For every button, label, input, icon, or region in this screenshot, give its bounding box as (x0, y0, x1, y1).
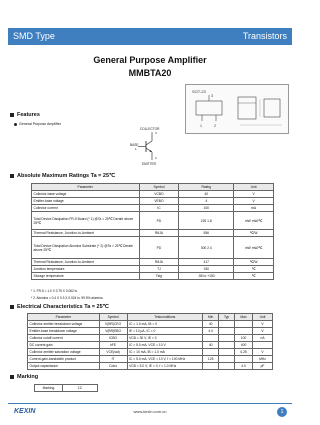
col-header: Parameter (28, 314, 100, 321)
bullet-dot-icon (14, 123, 17, 126)
cell: 556 (179, 230, 234, 237)
square-bullet-icon (10, 113, 14, 117)
cell: ℃ (234, 266, 274, 273)
header-right: Transistors (242, 31, 287, 41)
table-row (28, 363, 273, 370)
schematic-pin1: 1 (135, 147, 137, 151)
cell (219, 335, 235, 342)
doc-title: General Purpose Amplifier (93, 55, 207, 65)
cell (219, 349, 235, 356)
square-bullet-icon (10, 305, 14, 309)
table-row (32, 259, 274, 266)
cell (219, 342, 235, 349)
cell: Collector cutoff current (28, 335, 100, 342)
cell: 300 2.4 (179, 237, 234, 259)
table-row (28, 356, 273, 363)
schematic-emitter: EMITTER (142, 162, 156, 166)
cell: PD (139, 212, 179, 230)
cell: RθJA (139, 259, 179, 266)
cell: V (253, 321, 273, 328)
col-header: Rating (179, 184, 234, 191)
cell: V (234, 198, 274, 205)
cell (219, 321, 235, 328)
square-bullet-icon (10, 375, 14, 379)
cell: IE = 10 μA, IC = 0 (127, 328, 203, 335)
table-row (28, 349, 273, 356)
cell: Total Device Dissipation FR-5 Board (* 1) @Ta = 25℃ Derate above 25℃ (32, 212, 140, 230)
cell: Output capacitance (28, 363, 100, 370)
schematic-pin3: 3 (155, 131, 157, 135)
brand-logo: KEXIN (14, 408, 36, 415)
cell: IC = 10 mA, IB = 1.0 mA (127, 349, 203, 356)
cell: 400 (235, 342, 253, 349)
marking-table (34, 384, 98, 392)
cell: V (234, 191, 274, 198)
cell: hFE (99, 342, 127, 349)
cell: TJ (139, 266, 179, 273)
marking-heading: Marking (10, 374, 38, 380)
cell (219, 328, 235, 335)
cell: V(BR)CEO (99, 321, 127, 328)
table-row (32, 212, 274, 230)
cell: Thermal Resistance, Junction-to-Ambient (32, 259, 140, 266)
pin3-label: 3 (211, 94, 213, 98)
col-header: Parameter (32, 184, 140, 191)
square-bullet-icon (10, 174, 14, 178)
cell: DC current gain (28, 342, 100, 349)
cell: VCBO (139, 191, 179, 198)
col-header: Testconditions (127, 314, 203, 321)
cell: VCE(sat) (99, 349, 127, 356)
cell (235, 328, 253, 335)
col-header: Symbol (139, 184, 179, 191)
cell: 417 (179, 259, 234, 266)
table-row (32, 266, 274, 273)
note-1: * 1. FR-5 = 1.0 X 0.75 X 0.062 in. (31, 289, 79, 293)
cell: Collector-emitter saturation voltage (28, 349, 100, 356)
cell: 40 (203, 342, 219, 349)
electrical-heading: Electrical Characteristics Ta = 25℃ (10, 304, 109, 310)
cell: Collector-base voltage (32, 191, 140, 198)
cell (235, 321, 253, 328)
pin2-label: 2 (214, 124, 216, 128)
cell: Cobo (99, 363, 127, 370)
col-header: Unit (234, 184, 274, 191)
col-header: Typ (219, 314, 235, 321)
cell: 4.0 (235, 363, 253, 370)
table-row (28, 342, 273, 349)
cell: nA (253, 335, 273, 342)
cell: fT (99, 356, 127, 363)
cell: Thermal Resistance, Junction-to-Ambient (32, 230, 140, 237)
features-heading: Features (10, 112, 40, 118)
cell: Storage temperature (32, 273, 140, 280)
absmax-heading: Absolute Maximum Ratings Ta = 25℃ (10, 173, 115, 179)
cell: mA (234, 205, 274, 212)
note-2: * 2. Alumina = 0.4 X 0.3 X 0.024 in. 99.5% alumina (31, 296, 103, 300)
schematic-pin2: 2 (155, 156, 157, 160)
cell (219, 363, 235, 370)
package-label: SOT-23 (192, 89, 206, 94)
cell: mW mW/℃ (234, 237, 274, 259)
cell: ICBO (99, 335, 127, 342)
cell: 150 (179, 266, 234, 273)
package-drawing (185, 84, 289, 134)
cell: V (253, 328, 273, 335)
cell (203, 335, 219, 342)
cell: Collector current (32, 205, 140, 212)
cell: Junction temperature (32, 266, 140, 273)
table-row (32, 273, 274, 280)
cell: RθJA (139, 230, 179, 237)
cell: IC = 5.0 mA, VCE = 10 V (127, 342, 203, 349)
header-left: SMD Type (13, 31, 55, 41)
cell: pF (253, 363, 273, 370)
page-number: 1 (277, 407, 287, 417)
cell: Collector-emitter breakdown voltage (28, 321, 100, 328)
cell: Tstg (139, 273, 179, 280)
footer-divider (8, 403, 292, 404)
cell: MHz (253, 356, 273, 363)
pin1-label: 1 (200, 124, 202, 128)
schematic-base: BASE (130, 143, 139, 147)
cell: Total Device Dissipation Alumina Substrate (* 2) @Ta = 25℃ Derate above 25℃ (32, 237, 140, 259)
feature-item: General Purpose Amplifier (14, 122, 61, 126)
table-row (32, 230, 274, 237)
table-row (32, 198, 274, 205)
cell: ℃/W (234, 259, 274, 266)
cell: 225 1.8 (179, 212, 234, 230)
cell: Marking (35, 385, 63, 392)
cell: V(BR)EBO (99, 328, 127, 335)
absmax-table (31, 183, 274, 280)
cell: 100 (235, 335, 253, 342)
cell: Current-gain-bandwidth product (28, 356, 100, 363)
cell: -55 to +150 (179, 273, 234, 280)
cell: 1C (63, 385, 98, 392)
cell: IC = 5.0 mA, VCE = 10 V, f = 100 MHz (127, 356, 203, 363)
cell: VCB = 5.0 V, IE = 0, f = 1.0 MHz (127, 363, 203, 370)
cell (203, 349, 219, 356)
cell: 100 (179, 205, 234, 212)
header-banner (8, 28, 292, 45)
col-header: Min (203, 314, 219, 321)
cell: IC (139, 205, 179, 212)
cell: VCB = 30 V, IE = 0 (127, 335, 203, 342)
cell: 40 (203, 321, 219, 328)
table-row (35, 385, 98, 392)
schematic-collector: COLLECTOR (140, 127, 160, 131)
table-row (32, 237, 274, 259)
cell (219, 356, 235, 363)
cell (203, 363, 219, 370)
col-header: Unit (253, 314, 273, 321)
cell: V (253, 349, 273, 356)
cell: 0.25 (235, 349, 253, 356)
table-row (32, 205, 274, 212)
cell: 4 (179, 198, 234, 205)
cell: ℃ (234, 273, 274, 280)
cell (235, 356, 253, 363)
cell: Emitter-base breakdown voltage (28, 328, 100, 335)
cell: 125 (203, 356, 219, 363)
col-header: Max (235, 314, 253, 321)
cell: PD (139, 237, 179, 259)
cell: mW mW/℃ (234, 212, 274, 230)
part-number: MMBTA20 (128, 68, 172, 78)
table-row (28, 321, 273, 328)
col-header: Symbol (99, 314, 127, 321)
table-row (28, 328, 273, 335)
transistor-symbol (128, 125, 168, 167)
table-row (32, 191, 274, 198)
cell: VEBO (139, 198, 179, 205)
cell: 4.0 (203, 328, 219, 335)
cell: IC = 1.0 mA, IB = 0 (127, 321, 203, 328)
cell: ℃/W (234, 230, 274, 237)
cell: 40 (179, 191, 234, 198)
electrical-table (27, 313, 273, 370)
table-row (28, 335, 273, 342)
cell: Emitter-base voltage (32, 198, 140, 205)
footer-url[interactable]: www.kexin.com.cn (133, 409, 167, 414)
cell (253, 342, 273, 349)
